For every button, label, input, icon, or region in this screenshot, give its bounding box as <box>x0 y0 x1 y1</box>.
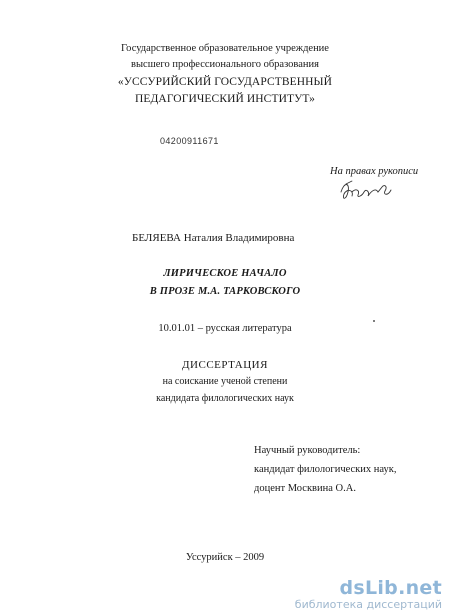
handwritten-signature <box>338 178 394 204</box>
institution-line-2: высшего профессионального образования <box>131 59 319 70</box>
watermark-logo: dsLib.net <box>339 577 442 599</box>
supervisor-label: Научный руководитель: <box>254 445 361 456</box>
institution-line-1: Государственное образовательное учреждение <box>121 43 329 54</box>
rights-note: На правах рукописи <box>330 166 419 177</box>
specialty: 10.01.01 – русская литература <box>158 323 292 334</box>
dissertation-heading: ДИССЕРТАЦИЯ <box>182 359 268 371</box>
watermark <box>295 579 442 610</box>
watermark-tagline: библиотека диссертаций <box>294 598 442 611</box>
dissertation-line-2: кандидата филологических наук <box>156 393 294 404</box>
supervisor-name: доцент Москвина О.А. <box>254 483 356 494</box>
institution-line-3: «УССУРИЙСКИЙ ГОСУДАРСТВЕННЫЙ <box>117 76 333 88</box>
institution-line-4: ПЕДАГОГИЧЕСКИЙ ИНСТИТУТ» <box>134 93 316 105</box>
author-name: БЕЛЯЕВА Наталия Владимировна <box>132 232 295 244</box>
title-line-1: ЛИРИЧЕСКОЕ НАЧАЛО <box>163 268 287 279</box>
supervisor-degree: кандидат филологических наук, <box>254 464 397 475</box>
dissertation-line-1: на соискание ученой степени <box>162 376 288 387</box>
catalog-code: 04200911671 <box>160 136 219 146</box>
scan-speck <box>373 320 375 322</box>
place-year: Уссурийск – 2009 <box>185 552 265 563</box>
title-line-2: В ПРОЗЕ М.А. ТАРКОВСКОГО <box>149 286 301 297</box>
